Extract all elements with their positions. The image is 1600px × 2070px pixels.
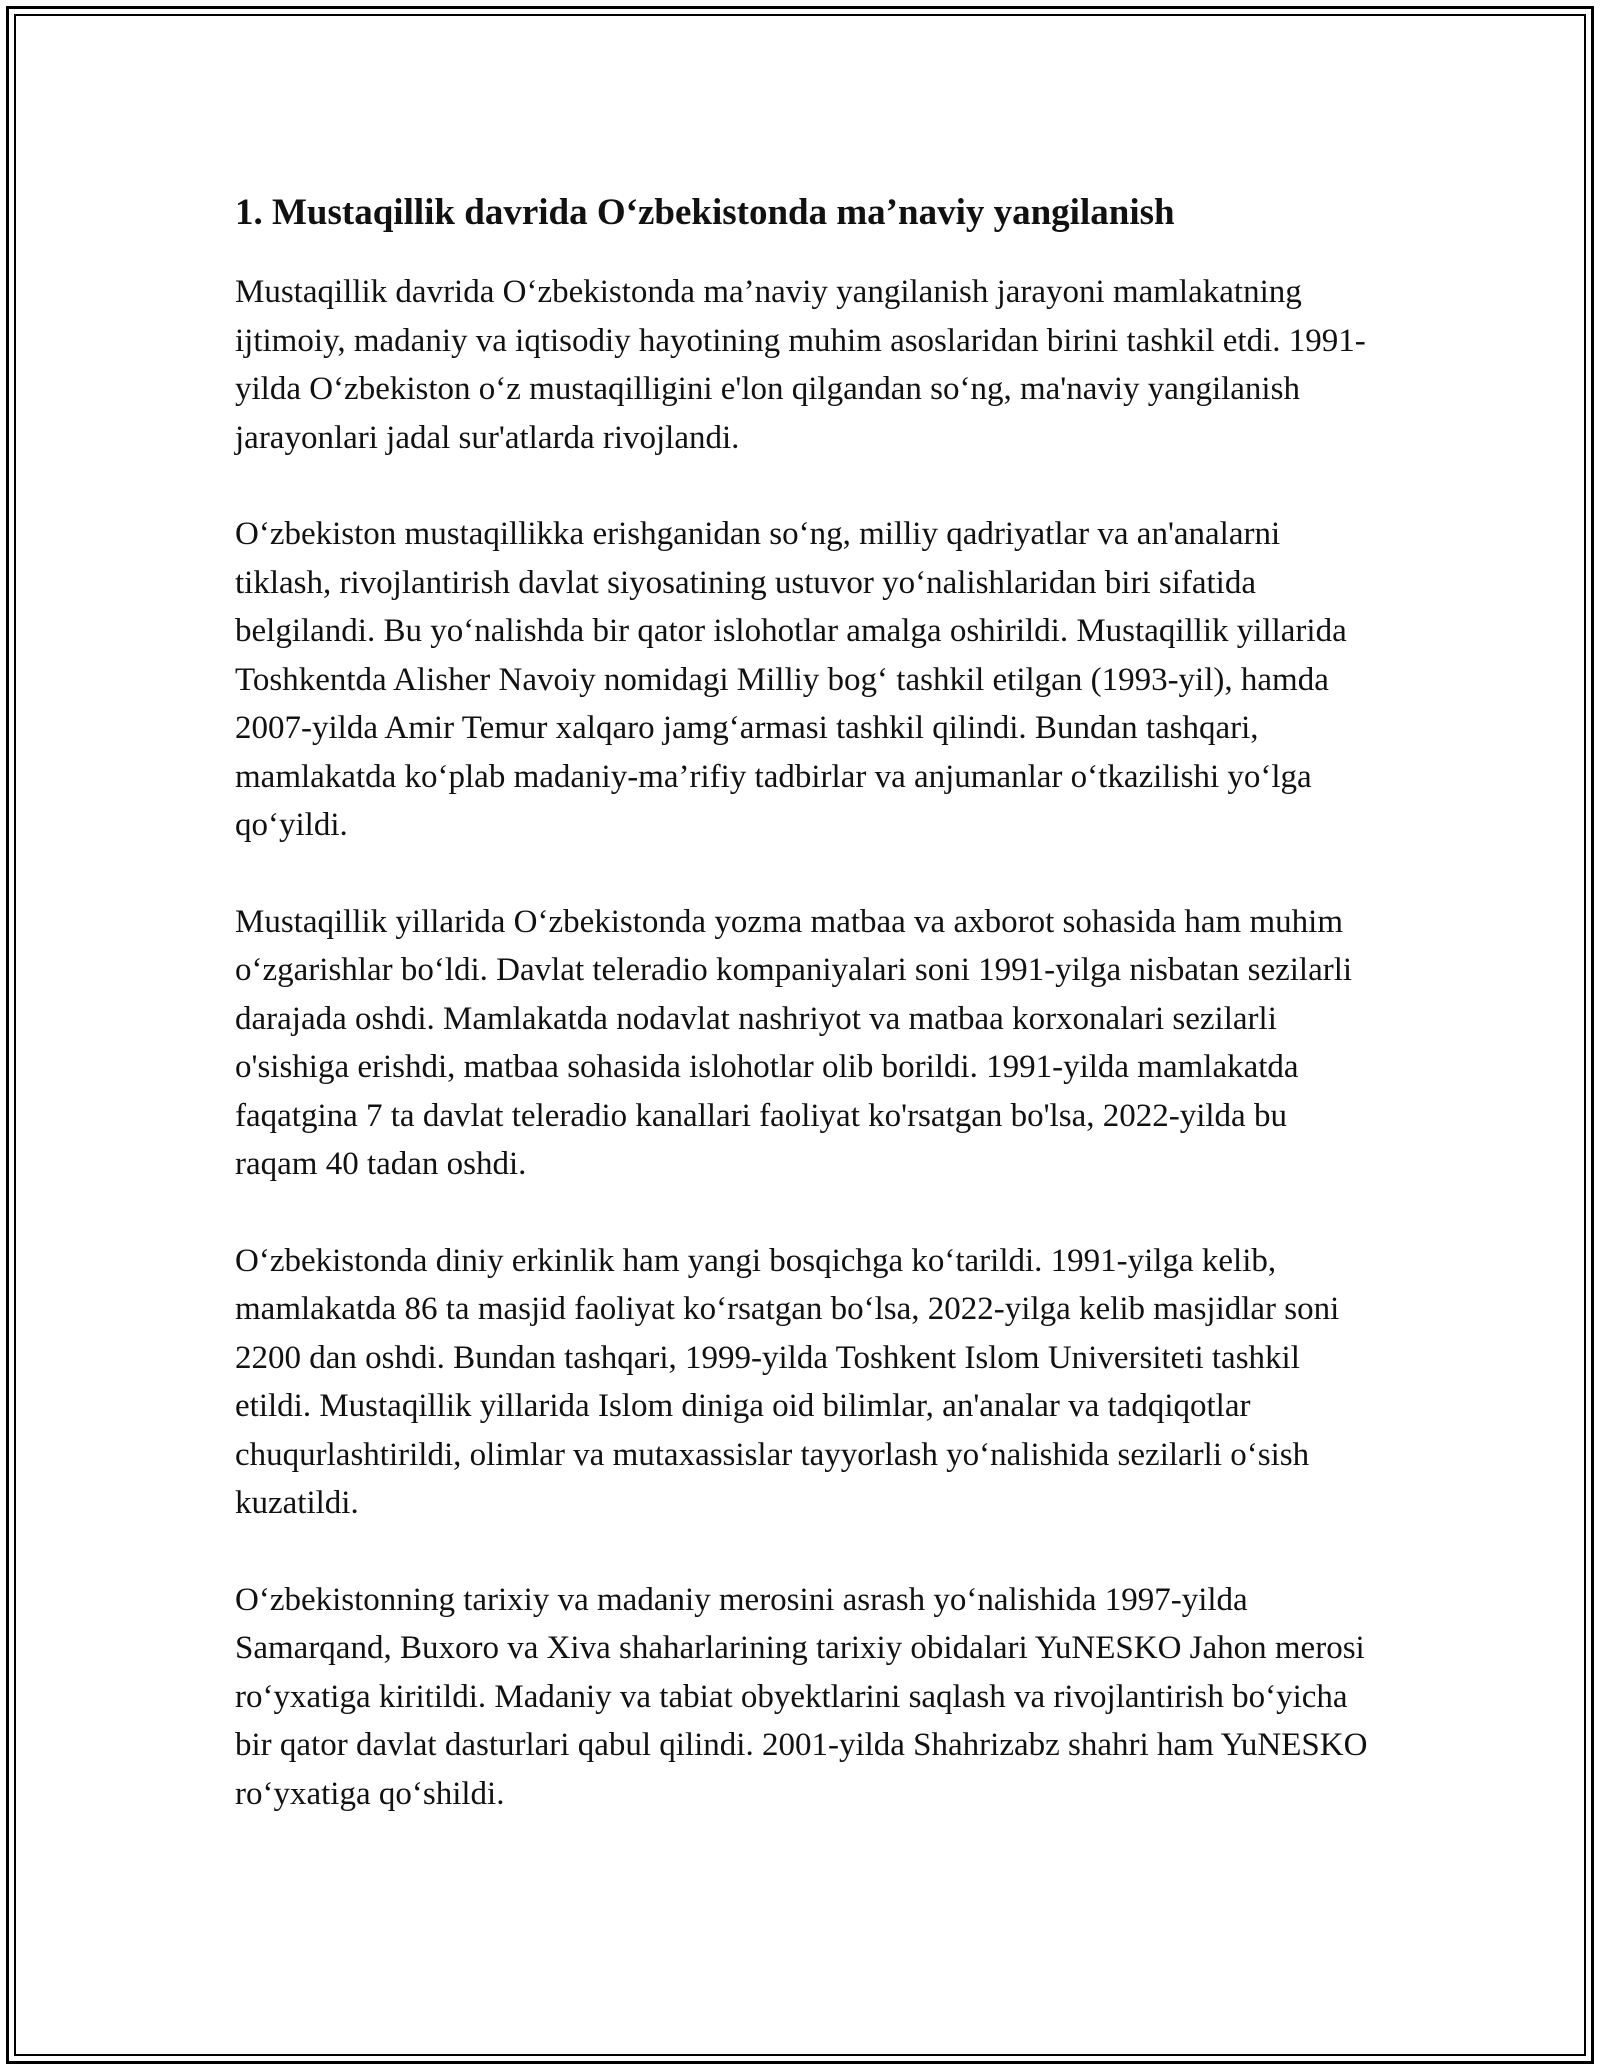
paragraph-5: O‘zbekistonning tarixiy va madaniy merosini asrash yo‘nalishida 1997-yilda Samarqand, Buxoro va Xiva shaharlarining tarixiy obidalari YuNESKO Jahon merosi ro‘yxatiga kiritildi. Madaniy va tabiat obyektlarini saqlash va rivojlantirish bo‘yicha bir qator davlat dasturlari qabul qilindi. 2001-yilda Shahrizabz shahri ham YuNESKO ro‘yxatiga qo‘shildi. xyxy=(235,1581,1368,1812)
paragraph-3: Mustaqillik yillarida O‘zbekistonda yozma matbaa va axborot sohasida ham muhim o‘zgarishlar bo‘ldi. Davlat teleradio kompaniyalari soni 1991-yilga nisbatan sezilarli darajada oshdi. Mamlakatda nodavlat nashriyot va matbaa korxonalari sezilarli o'sishiga erishdi, matbaa sohasida islohotlar olib borildi. 1991-yilda mamlakatda faqatgina 7 ta davlat teleradio kanallari faoliyat ko'rsatgan bo'lsa, 2022-yilda bu raqam 40 tadan oshdi. xyxy=(235,903,1353,1182)
paragraph-4: O‘zbekistonda diniy erkinlik ham yangi bosqichga ko‘tarildi. 1991-yilga kelib, mamlakatda 86 ta masjid faoliyat ko‘rsatgan bo‘lsa, 2022-yilga kelib masjidlar soni 2200 dan oshdi. Bundan tashqari, 1999-yilda Toshkent Islom Universiteti tashkil etildi. Mustaqillik yillarida Islom diniga oid bilimlar, an'analar va tadqiqotlar chuqurlashtirildi, olimlar va mutaxassislar tayyorlash yo‘nalishida sezilarli o‘sish kuzatildi. xyxy=(235,1242,1340,1521)
document-body xyxy=(235,186,1375,1866)
paragraph-2: O‘zbekiston mustaqillikka erishganidan so‘ng, milliy qadriyatlar va an'analarni tiklash, rivojlantirish davlat siyosatining ustuvor yo‘nalishlaridan biri sifatida belgilandi. Bu yo‘nalishda bir qator islohotlar amalga oshirildi. Mustaqillik yillarida Toshkentda Alisher Navoiy nomidagi Milliy bog‘ tashkil etilgan (1993-yil), hamda 2007-yilda Amir Temur xalqaro jamg‘armasi tashkil qilindi. Bundan tashqari, mamlakatda ko‘plab madaniy-ma’rifiy tadbirlar va anjumanlar o‘tkazilishi yo‘lga qo‘yildi. xyxy=(235,516,1347,843)
paragraph-1: Mustaqillik davrida O‘zbekistonda ma’naviy yangilanish jarayoni mamlakatning ijtimoiy, madaniy va iqtisodiy hayotining muhim asoslaridan birini tashkil etdi. 1991-yilda O‘zbekiston o‘z mustaqilligini e'lon qilgandan so‘ng, ma'naviy yangilanish jarayonlari jadal sur'atlarda rivojlandi. xyxy=(235,274,1366,456)
section-heading: 1. Mustaqillik davrida O‘zbekistonda ma’naviy yangilanish xyxy=(235,192,1175,233)
